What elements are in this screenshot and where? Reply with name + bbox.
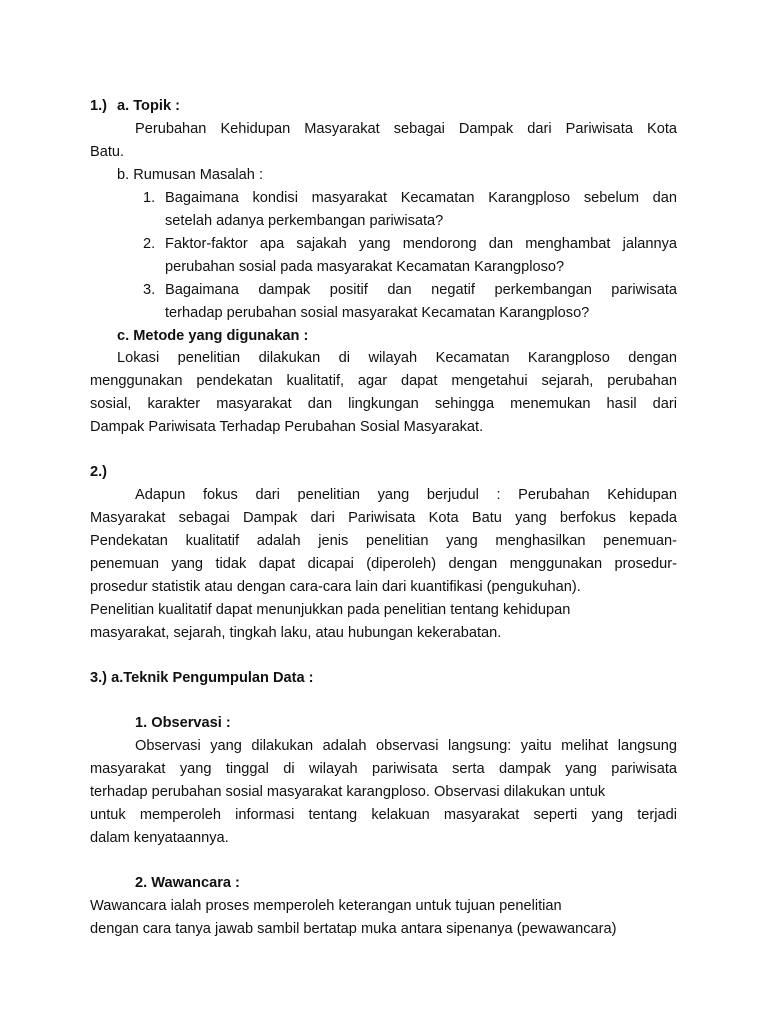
question-line: terhadap perubahan sosial masyarakat Kecamatan Karangploso?: [165, 305, 590, 321]
observasi-line: masyarakat yang tinggal di wilayah pariwisata serta dampak yang pariwisata: [90, 761, 677, 777]
section-2-line: masyarakat, sejarah, tingkah laku, atau hubungan kekerabatan.: [90, 625, 502, 641]
metode-line: sosial, karakter masyarakat dan lingkungan sehingga menemukan hasil dari: [90, 396, 677, 412]
question-number: 1.: [143, 190, 156, 206]
wawancara-heading: 2. Wawancara :: [135, 875, 240, 891]
question-line: Bagaimana dampak positif dan negatif perkembangan pariwisata: [165, 282, 677, 298]
question-line: Faktor-faktor apa sajakah yang mendorong dan menghambat jalannya: [165, 236, 677, 252]
section-2-line: prosedur statistik atau dengan cara-cara lain dari kuantifikasi (pengukuhan).: [90, 579, 581, 595]
section-2-number: 2.): [90, 464, 108, 480]
section-2-line: Masyarakat sebagai Dampak dari Pariwisata Kota Batu yang berfokus kepada: [90, 510, 677, 526]
section-3-heading: 3.) a.Teknik Pengumpulan Data :: [90, 670, 314, 686]
metode-line: Dampak Pariwisata Terhadap Perubahan Sosial Masyarakat.: [90, 419, 484, 435]
question-line: setelah adanya perkembangan pariwisata?: [165, 213, 444, 229]
topik-heading: a. Topik :: [117, 98, 180, 114]
question-number: 3.: [143, 282, 156, 298]
section-2-line: Pendekatan kualitatif adalah jenis penelitian yang menghasilkan penemuan-: [90, 533, 677, 549]
section-2-line: Penelitian kualitatif dapat menunjukkan pada penelitian tentang kehidupan: [90, 602, 571, 618]
metode-line: Lokasi penelitian dilakukan di wilayah Kecamatan Karangploso dengan: [117, 350, 677, 366]
observasi-line: terhadap perubahan sosial masyarakat karangploso. Observasi dilakukan untuk: [90, 784, 606, 800]
rumusan-heading: b. Rumusan Masalah :: [117, 167, 264, 183]
section-2-line: Adapun fokus dari penelitian yang berjudul : Perubahan Kehidupan: [135, 487, 677, 503]
metode-line: menggunakan pendekatan kualitatif, agar dapat mengetahui sejarah, perubahan: [90, 373, 677, 389]
question-line: perubahan sosial pada masyarakat Kecamatan Karangploso?: [165, 259, 565, 275]
section-2-line: penemuan yang tidak dapat dicapai (diperoleh) dengan menggunakan prosedur-: [90, 556, 677, 572]
observasi-heading: 1. Observasi :: [135, 715, 231, 731]
wawancara-line: Wawancara ialah proses memperoleh keterangan untuk tujuan penelitian: [90, 898, 562, 914]
observasi-line: dalam kenyataannya.: [90, 830, 229, 846]
observasi-line: untuk memperoleh informasi tentang kelakuan masyarakat seperti yang terjadi: [90, 807, 677, 823]
question-number: 2.: [143, 236, 156, 252]
section-1-number: 1.): [90, 98, 108, 114]
topik-line-2: Batu.: [90, 144, 125, 160]
wawancara-line: dengan cara tanya jawab sambil bertatap muka antara sipenanya (pewawancara): [90, 921, 617, 937]
observasi-line: Observasi yang dilakukan adalah observasi langsung: yaitu melihat langsung: [135, 738, 677, 754]
topik-line-1: Perubahan Kehidupan Masyarakat sebagai Dampak dari Pariwisata Kota: [135, 121, 677, 137]
metode-heading: c. Metode yang digunakan :: [117, 328, 309, 344]
question-line: Bagaimana kondisi masyarakat Kecamatan Karangploso sebelum dan: [165, 190, 677, 206]
